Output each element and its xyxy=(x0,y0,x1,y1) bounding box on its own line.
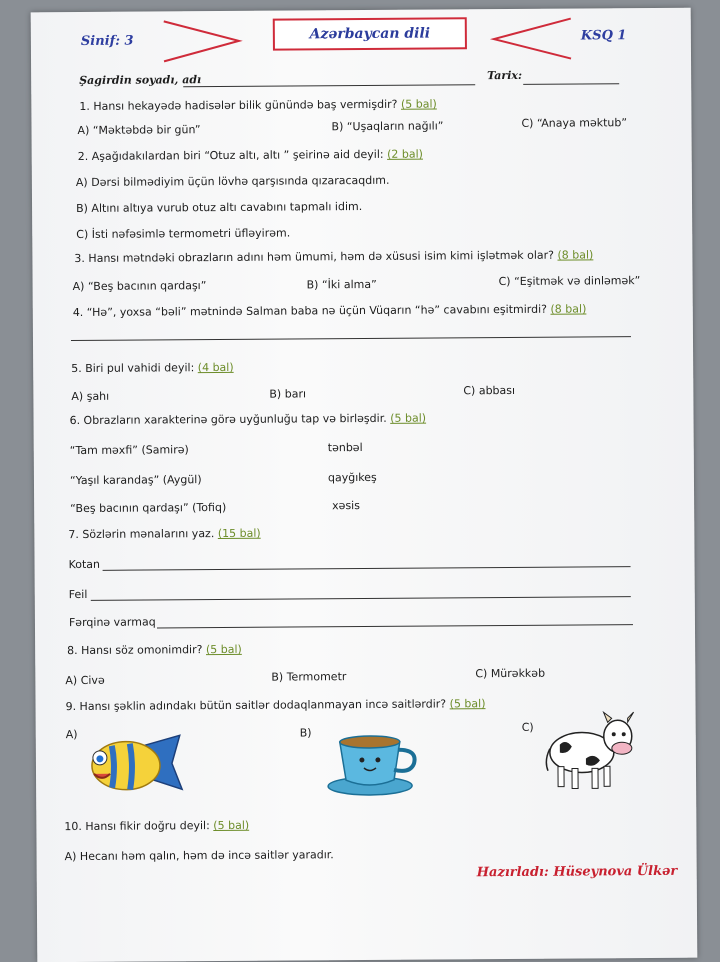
q5-option-b[interactable]: B) barı xyxy=(269,387,307,401)
question-8-points: (5 bal) xyxy=(205,642,242,657)
question-3: 3. Hansı mətndəki obrazların adını həm ümumi, həm də xüsusi isim kimi işlətmək olar? (8 bal) xyxy=(74,248,594,266)
q7-answer-line-1[interactable] xyxy=(103,566,631,571)
teacup-icon[interactable] xyxy=(326,726,423,799)
question-9: 9. Hansı şəklin adındakı bütün saitlər dodaqlanmayan incə saitlərdir? (5 bal) xyxy=(65,697,486,714)
question-4: 4. “Hə”, yoxsa “bəli” mətnində Salman baba nə üçün Vüqarın “hə” cavabını eşitmirdi? (8 bal) xyxy=(72,302,587,320)
q7-answer-line-3[interactable] xyxy=(157,624,633,628)
question-2: 2. Aşağıdakılardan biri “Otuz altı, altı ” şeirinə aid deyil: (2 bal) xyxy=(77,147,423,163)
cow-icon[interactable] xyxy=(542,708,639,793)
q2-option-b[interactable]: B) Altını altıya vurub otuz altı cavabını tapmalı idim. xyxy=(76,200,363,216)
question-10-points: (5 bal) xyxy=(213,818,250,833)
q8-option-b[interactable]: B) Termometr xyxy=(271,670,347,684)
q7-word-1: Kotan xyxy=(68,557,101,572)
test-code: KSQ 1 xyxy=(580,28,627,44)
question-1: 1. Hansı hekayədə hadisələr bilik günündə baş vermişdir? (5 bal) xyxy=(79,97,437,113)
q3-option-b[interactable]: B) “İki alma” xyxy=(306,277,377,292)
date-label: Tarix: xyxy=(487,68,523,83)
subject-title-box xyxy=(273,17,467,50)
question-5: 5. Biri pul vahidi deyil: (4 bal) xyxy=(71,360,234,376)
q6-right-3[interactable]: xəsis xyxy=(332,499,360,513)
q1-option-b[interactable]: B) “Uşaqların nağılı” xyxy=(331,119,444,134)
q6-left-3[interactable]: “Beş bacının qardaşı” (Tofiq) xyxy=(70,500,227,516)
fish-icon[interactable] xyxy=(84,731,188,796)
q6-left-1[interactable]: “Tam məxfi” (Samirə) xyxy=(69,443,189,458)
question-10: 10. Hansı fikir doğru deyil: (5 bal) xyxy=(64,818,250,834)
q3-option-a[interactable]: A) “Beş bacının qardaşı” xyxy=(72,279,207,294)
class-label: Sinif: 3 xyxy=(80,33,134,49)
author-credit: Hazırladı: Hüseynova Ülkər xyxy=(476,863,678,881)
student-name-line[interactable] xyxy=(183,84,475,87)
q6-left-2[interactable]: “Yaşıl karandaş” (Aygül) xyxy=(69,473,202,488)
question-4-points: (8 bal) xyxy=(550,302,587,316)
question-7-points: (15 bal) xyxy=(217,526,261,541)
q5-option-a[interactable]: A) şahı xyxy=(71,389,110,404)
q9-option-a[interactable]: A) xyxy=(65,728,78,742)
q7-word-3: Fərqinə varmaq xyxy=(68,615,156,630)
question-9-points: (5 bal) xyxy=(449,697,486,711)
q8-option-c[interactable]: C) Mürəkkəb xyxy=(475,666,546,681)
ribbon-left-chevron xyxy=(164,21,239,62)
q7-answer-line-2[interactable] xyxy=(91,596,631,601)
ribbon-right-chevron xyxy=(494,19,571,60)
question-2-points: (2 bal) xyxy=(387,147,423,161)
q9-option-b[interactable]: B) xyxy=(299,726,312,740)
question-7: 7. Sözlərin mənalarını yaz. (15 bal) xyxy=(68,526,261,542)
q4-answer-line[interactable] xyxy=(71,336,631,341)
question-6-points: (5 bal) xyxy=(390,411,427,425)
q10-option-a[interactable]: A) Hecanı həm qalın, həm də incə saitlər yaradır. xyxy=(64,848,334,864)
question-8: 8. Hansı söz omonimdir? (5 bal) xyxy=(67,642,242,658)
q1-option-a[interactable]: A) “Məktəbdə bir gün” xyxy=(77,123,201,137)
q2-option-a[interactable]: A) Dərsi bilmədiyim üçün lövhə qarşısında qızaracaqdım. xyxy=(75,173,390,190)
question-5-points: (4 bal) xyxy=(197,360,234,375)
subject-title: Azərbaycan dili xyxy=(309,25,431,43)
question-3-points: (8 bal) xyxy=(557,248,594,262)
question-1-points: (5 bal) xyxy=(400,97,437,111)
student-name-label: Şagirdin soyadı, adı xyxy=(79,73,202,87)
q9-option-c[interactable]: C) xyxy=(521,720,534,734)
q5-option-c[interactable]: C) abbası xyxy=(463,383,516,398)
worksheet-paper xyxy=(31,8,698,962)
q7-word-2: Feil xyxy=(68,587,88,602)
q6-right-2[interactable]: qayğıkeş xyxy=(327,470,377,485)
date-line[interactable] xyxy=(523,83,619,85)
question-6: 6. Obrazların xarakterinə görə uyğunluğu tap və birləşdir. (5 bal) xyxy=(69,411,427,428)
q8-option-a[interactable]: A) Civə xyxy=(65,673,105,688)
q1-option-c[interactable]: C) “Anaya məktub” xyxy=(521,116,628,130)
q3-option-c[interactable]: C) “Eşitmək və dinləmək” xyxy=(498,274,641,289)
q2-option-c[interactable]: C) İsti nəfəsimlə termometri üfləyirəm. xyxy=(76,226,291,242)
q6-right-1[interactable]: tənbəl xyxy=(327,441,363,455)
